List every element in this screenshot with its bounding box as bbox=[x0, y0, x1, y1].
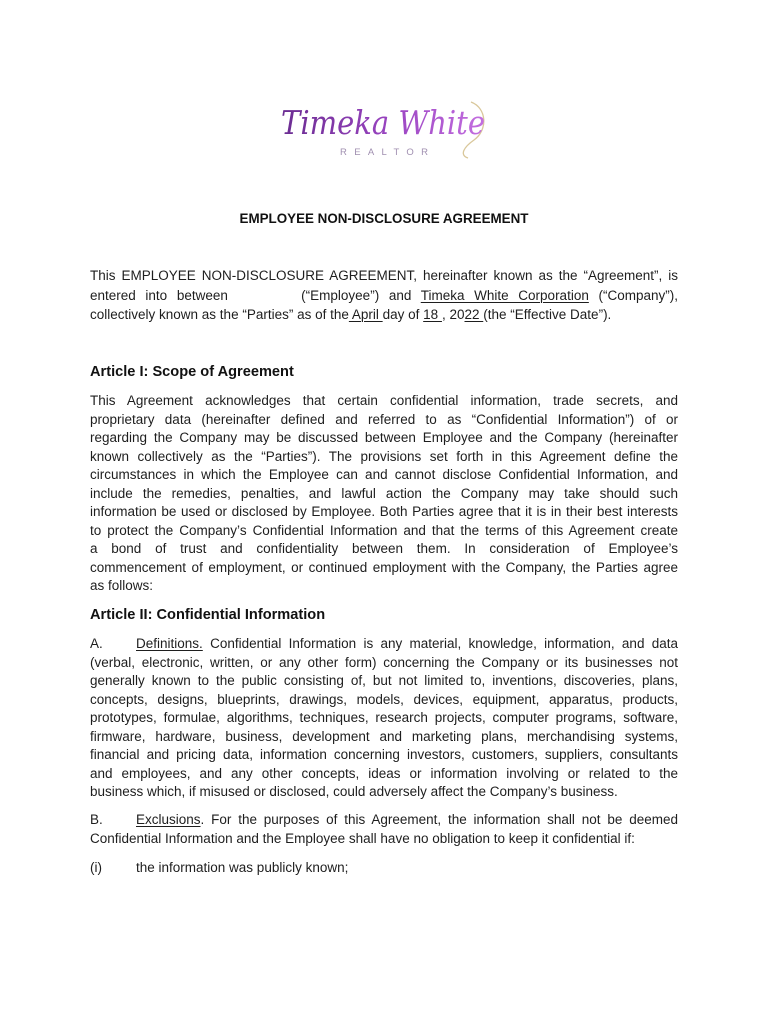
text-line bbox=[90, 783, 678, 802]
underlined-text: 18 bbox=[423, 307, 442, 322]
text-segment: This Agreement acknowledges that certain confidential information, trade secrets, and bbox=[90, 393, 678, 408]
intro-paragraph bbox=[90, 266, 678, 325]
text-line bbox=[90, 811, 678, 830]
text-line bbox=[90, 765, 678, 784]
text-segment: as follows: bbox=[90, 578, 154, 593]
text-line bbox=[90, 709, 678, 728]
text-segment: business which, if misused or disclosed, could adversely affect the Company’s business. bbox=[90, 784, 618, 799]
text-segment: day of bbox=[382, 307, 424, 322]
text-segment: generally known to the public consisting of, but not limited to, inventions, discoveries, plans, bbox=[90, 673, 678, 688]
text-segment: concepts, designs, blueprints, drawings, models, devices, equipment, apparatus, products, bbox=[90, 691, 678, 707]
text-line bbox=[90, 672, 678, 691]
text-line bbox=[90, 448, 678, 467]
text-line bbox=[90, 559, 678, 578]
text-segment: . For the purposes of this Agreement, the information shall not be deemed bbox=[200, 812, 678, 827]
paragraph-label: B. bbox=[90, 812, 103, 827]
text-segment: This EMPLOYEE NON-DISCLOSURE AGREEMENT, hereinafter known as the “Agreement”, is bbox=[90, 268, 678, 283]
exclusions-clause bbox=[90, 811, 678, 848]
paragraph-label: (i) bbox=[90, 860, 102, 875]
text-line bbox=[90, 635, 678, 654]
realtor-logo bbox=[273, 94, 495, 160]
text-segment: financial and pricing data, information concerning investors, customers, suppliers, consultants bbox=[90, 747, 678, 762]
text-segment: prototypes, formulae, algorithms, techniques, research projects, computer programs, software, bbox=[90, 710, 678, 725]
text-line bbox=[90, 830, 678, 849]
underlined-text: Exclusions bbox=[136, 812, 201, 827]
text-segment: the information was publicly known; bbox=[136, 860, 349, 875]
underlined-text: April bbox=[348, 307, 383, 322]
text-segment: commencement of employment, or continued employment with the Company, the Parties agree bbox=[90, 559, 678, 575]
definitions-clause bbox=[90, 635, 678, 802]
text-line bbox=[90, 485, 678, 504]
article-2-heading: Article II: Confidential Information bbox=[90, 607, 326, 623]
text-segment: Confidential Information is any material, knowledge, information, and data bbox=[202, 636, 678, 651]
text-segment: known collectively as the “Parties”). The provisions set forth in this Agreement define the bbox=[90, 448, 678, 464]
text-segment: information be used or disclosed by Employee. Both Parties agree that it is in their best interests bbox=[90, 504, 678, 519]
text-line bbox=[90, 503, 678, 522]
text-segment: (the “Effective Date”). bbox=[483, 307, 612, 322]
text-segment: to protect the Company’s Confidential Information and that the terms of this Agreement create bbox=[90, 522, 678, 538]
text-segment: collectively known as the “Parties” as of the bbox=[90, 307, 349, 322]
text-line bbox=[90, 746, 678, 765]
text-line bbox=[90, 540, 678, 559]
text-line bbox=[90, 305, 678, 325]
text-line bbox=[90, 691, 678, 710]
text-line bbox=[90, 728, 678, 747]
text-segment: Confidential Information and the Employee shall have no obligation to keep it confidential if: bbox=[90, 830, 635, 846]
text-segment: a bond of trust and confidentiality between them. In consideration of Employee’s bbox=[90, 541, 678, 556]
text-line bbox=[90, 429, 678, 448]
article-1-paragraph bbox=[90, 392, 678, 596]
text-segment: (verbal, electronic, written, or any other form) concerning the Company or its businesses not bbox=[90, 654, 678, 670]
text-line bbox=[90, 286, 678, 306]
text-line bbox=[90, 522, 678, 541]
article-1-heading: Article I: Scope of Agreement bbox=[90, 364, 294, 380]
text-segment: proprietary data (hereinafter defined and referred to as “Confidential Information”) of or bbox=[90, 411, 678, 427]
text-segment: , 20 bbox=[441, 307, 465, 322]
text-segment: (“Company”), bbox=[588, 287, 678, 303]
text-line bbox=[90, 411, 678, 430]
underlined-text: Definitions. bbox=[136, 636, 203, 651]
exclusion-item-i bbox=[90, 859, 678, 878]
paragraph-label: A. bbox=[90, 636, 103, 651]
text-line bbox=[90, 392, 678, 411]
text-segment: regarding the Company may be discussed between Employee and the Company (hereinafter bbox=[90, 430, 678, 445]
underlined-text: 22 bbox=[464, 307, 484, 322]
text-segment: include the remedies, penalties, and lawful action the Company may take should such bbox=[90, 485, 678, 501]
text-line bbox=[90, 466, 678, 485]
text-line bbox=[90, 859, 678, 878]
text-line bbox=[90, 654, 678, 673]
text-line bbox=[90, 266, 678, 286]
logo-name: Timeka White bbox=[281, 103, 485, 142]
text-line bbox=[90, 577, 678, 596]
text-segment: (“Employee”) and bbox=[291, 287, 421, 303]
underlined-text: Timeka White Corporation bbox=[420, 287, 589, 303]
logo-tagline: REALTOR bbox=[340, 147, 428, 158]
text-segment: entered into between bbox=[90, 287, 238, 303]
text-segment: and employees, and any other concepts, ideas or information involving or related to the bbox=[90, 765, 678, 781]
text-segment: firmware, hardware, business, development and marketing plans, merchandising systems, bbox=[90, 728, 678, 744]
text-segment: circumstances in which the Employee can and cannot disclose Confidential Information, and bbox=[90, 467, 678, 482]
document-title: EMPLOYEE NON-DISCLOSURE AGREEMENT bbox=[239, 211, 529, 226]
